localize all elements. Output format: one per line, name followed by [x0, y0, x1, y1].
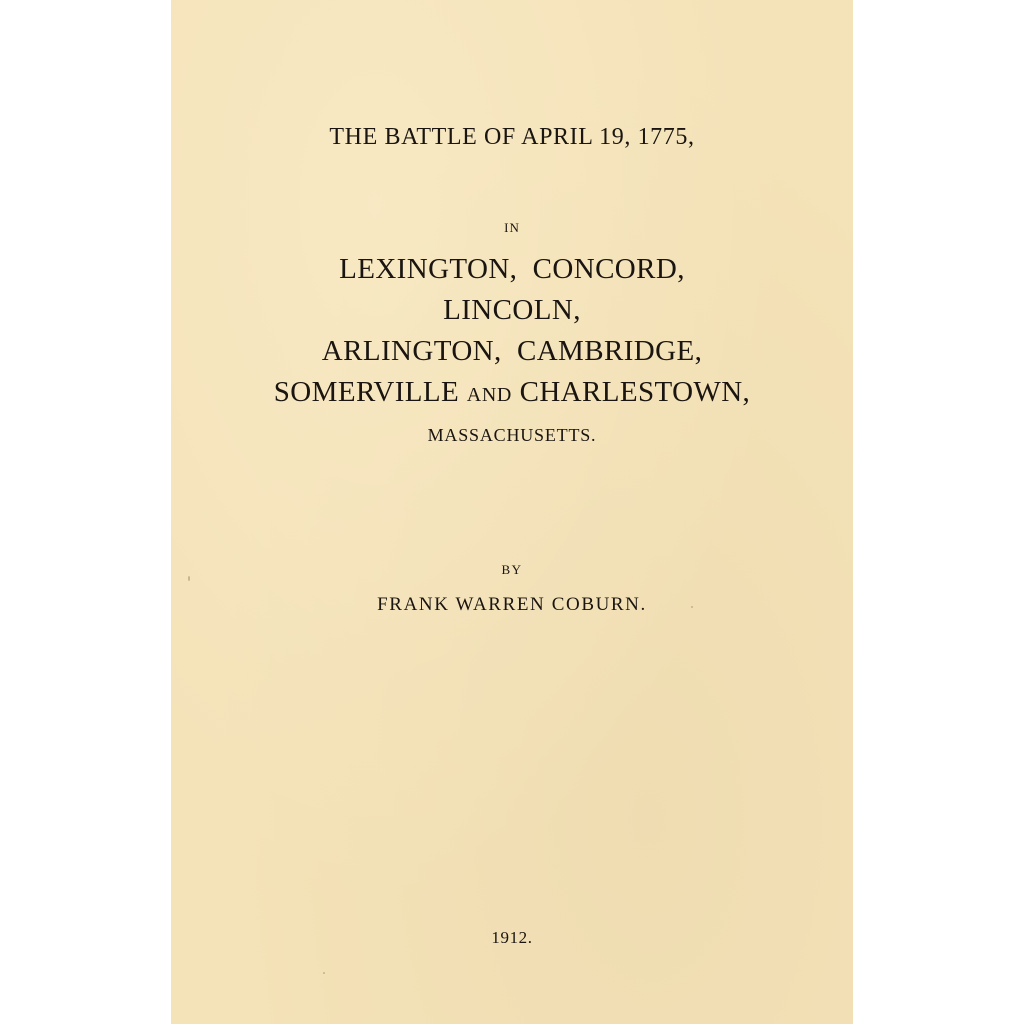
- author-name: FRANK WARREN COBURN.: [377, 594, 647, 615]
- in-connector: IN: [504, 220, 520, 235]
- places-line-2: LINCOLN,: [443, 294, 581, 326]
- places-line-4-charlestown: CHARLESTOWN,: [511, 376, 751, 408]
- places-line-1: LEXINGTON, CONCORD,: [339, 253, 685, 285]
- places-line-4-and: AND: [466, 384, 512, 406]
- paper-speck: [323, 972, 325, 974]
- places-line-4: [171, 378, 853, 407]
- book-title: THE BATTLE OF APRIL 19, 1775,: [329, 124, 695, 150]
- book-title-page: [171, 0, 853, 1024]
- paper-speck: [691, 606, 693, 608]
- publication-year: 1912.: [491, 928, 533, 947]
- by-connector: BY: [501, 562, 523, 577]
- paper-speck: [188, 576, 190, 581]
- places-line-3: ARLINGTON, CAMBRIDGE,: [321, 335, 703, 367]
- state-name: MASSACHUSETTS.: [427, 425, 597, 445]
- places-line-4-somerville: SOMERVILLE: [273, 376, 467, 408]
